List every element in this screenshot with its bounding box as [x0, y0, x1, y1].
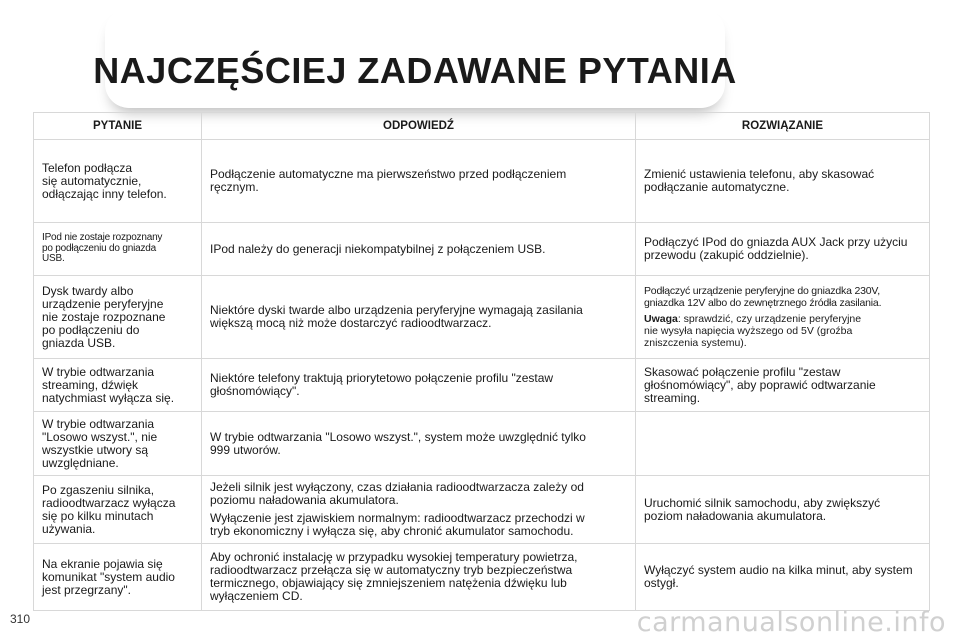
solution-cell: Podłączyć IPod do gniazda AUX Jack przy użyciu przewodu (zakupić oddzielnie).: [636, 223, 930, 276]
answer-cell: Aby ochronić instalację w przypadku wysokiej temperatury powietrza, radioodtwarzacz przełącza się w automatyczny tryb bezpieczeństwa termicznego, objawiający się zmniejszeniem natężenia dźwięku lub wyłączeniem CD.: [202, 544, 636, 611]
answer-cell: Niektóre dyski twarde albo urządzenia peryferyjne wymagają zasilania większą mocą niż może dostarczyć radioodtwarzacz.: [202, 276, 636, 359]
solution-cell: Wyłączyć system audio na kilka minut, aby system ostygł.: [636, 544, 930, 611]
header-solution: ROZWIĄZANIE: [636, 113, 930, 140]
page-number: 310: [10, 612, 31, 626]
header-question: PYTANIE: [34, 113, 202, 140]
watermark: carmanualsonline.info: [636, 607, 946, 638]
solution-cell: Uruchomić silnik samochodu, aby zwiększyć poziom naładowania akumulatora.: [636, 476, 930, 544]
question-cell: IPod nie zostaje rozpoznany po podłączeniu do gniazda USB.: [34, 223, 202, 276]
table-header-row: [34, 113, 930, 140]
faq-table: [33, 112, 930, 611]
table-row: [34, 276, 930, 359]
table-row: [34, 140, 930, 223]
table-row: [34, 223, 930, 276]
question-cell: W trybie odtwarzania "Losowo wszyst.", nie wszystkie utwory są uwzględniane.: [34, 412, 202, 476]
solution-cell: [636, 412, 930, 476]
answer-cell: Podłączenie automatyczne ma pierwszeństwo przed podłączeniem ręcznym.: [202, 140, 636, 223]
header-answer: ODPOWIEDŹ: [202, 113, 636, 140]
note-label: Uwaga: [644, 313, 678, 325]
question-cell: Dysk twardy albo urządzenie peryferyjne nie zostaje rozpoznane po podłączeniu do gniazda USB.: [34, 276, 202, 359]
solution-cell: Skasować połączenie profilu "zestaw głośnomówiący", aby poprawić odtwarzanie streaming.: [636, 359, 930, 412]
question-cell: W trybie odtwarzania streaming, dźwięk natychmiast wyłącza się.: [34, 359, 202, 412]
table-row: [34, 544, 930, 611]
answer-cell: W trybie odtwarzania "Losowo wszyst.", system może uwzględnić tylko 999 utworów.: [202, 412, 636, 476]
page-title: NAJCZĘŚCIEJ ZADAWANE PYTANIA: [93, 50, 737, 91]
table-row: [34, 476, 930, 544]
answer-cell: IPod należy do generacji niekompatybilnej z połączeniem USB.: [202, 223, 636, 276]
table-row: [34, 412, 930, 476]
question-cell: Na ekranie pojawia się komunikat "system audio jest przegrzany".: [34, 544, 202, 611]
note-text: : sprawdzić, czy urządzenie peryferyjne nie wysyła napięcia wyższego od 5V (groźba zniszczenia systemu).: [644, 313, 862, 349]
solution-cell: Zmienić ustawienia telefonu, aby skasować podłączanie automatyczne.: [636, 140, 930, 223]
answer-cell: Niektóre telefony traktują priorytetowo połączenie profilu "zestaw głośnomówiący".: [202, 359, 636, 412]
question-cell: Po zgaszeniu silnika, radioodtwarzacz wyłącza się po kilku minutach używania.: [34, 476, 202, 544]
solution-cell: Podłączyć urządzenie peryferyjne do gniazdka 230V, gniazdka 12V albo do zewnętrznego źródła zasilania. Uwaga: sprawdzić, czy urządzenie peryferyjne nie wysyła napięcia wyższego od 5V (groźba zniszczenia systemu).: [636, 276, 930, 359]
question-cell: Telefon podłącza się automatycznie, odłączając inny telefon.: [34, 140, 202, 223]
answer-cell: Jeżeli silnik jest wyłączony, czas działania radioodtwarzacza zależy od poziomu naładowania akumulatora. Wyłączenie jest zjawiskiem normalnym: radioodtwarzacz przechodzi w tryb ekonomiczny i wyłącza się, aby chronić akumulator samochodu.: [202, 476, 636, 544]
table-row: [34, 359, 930, 412]
